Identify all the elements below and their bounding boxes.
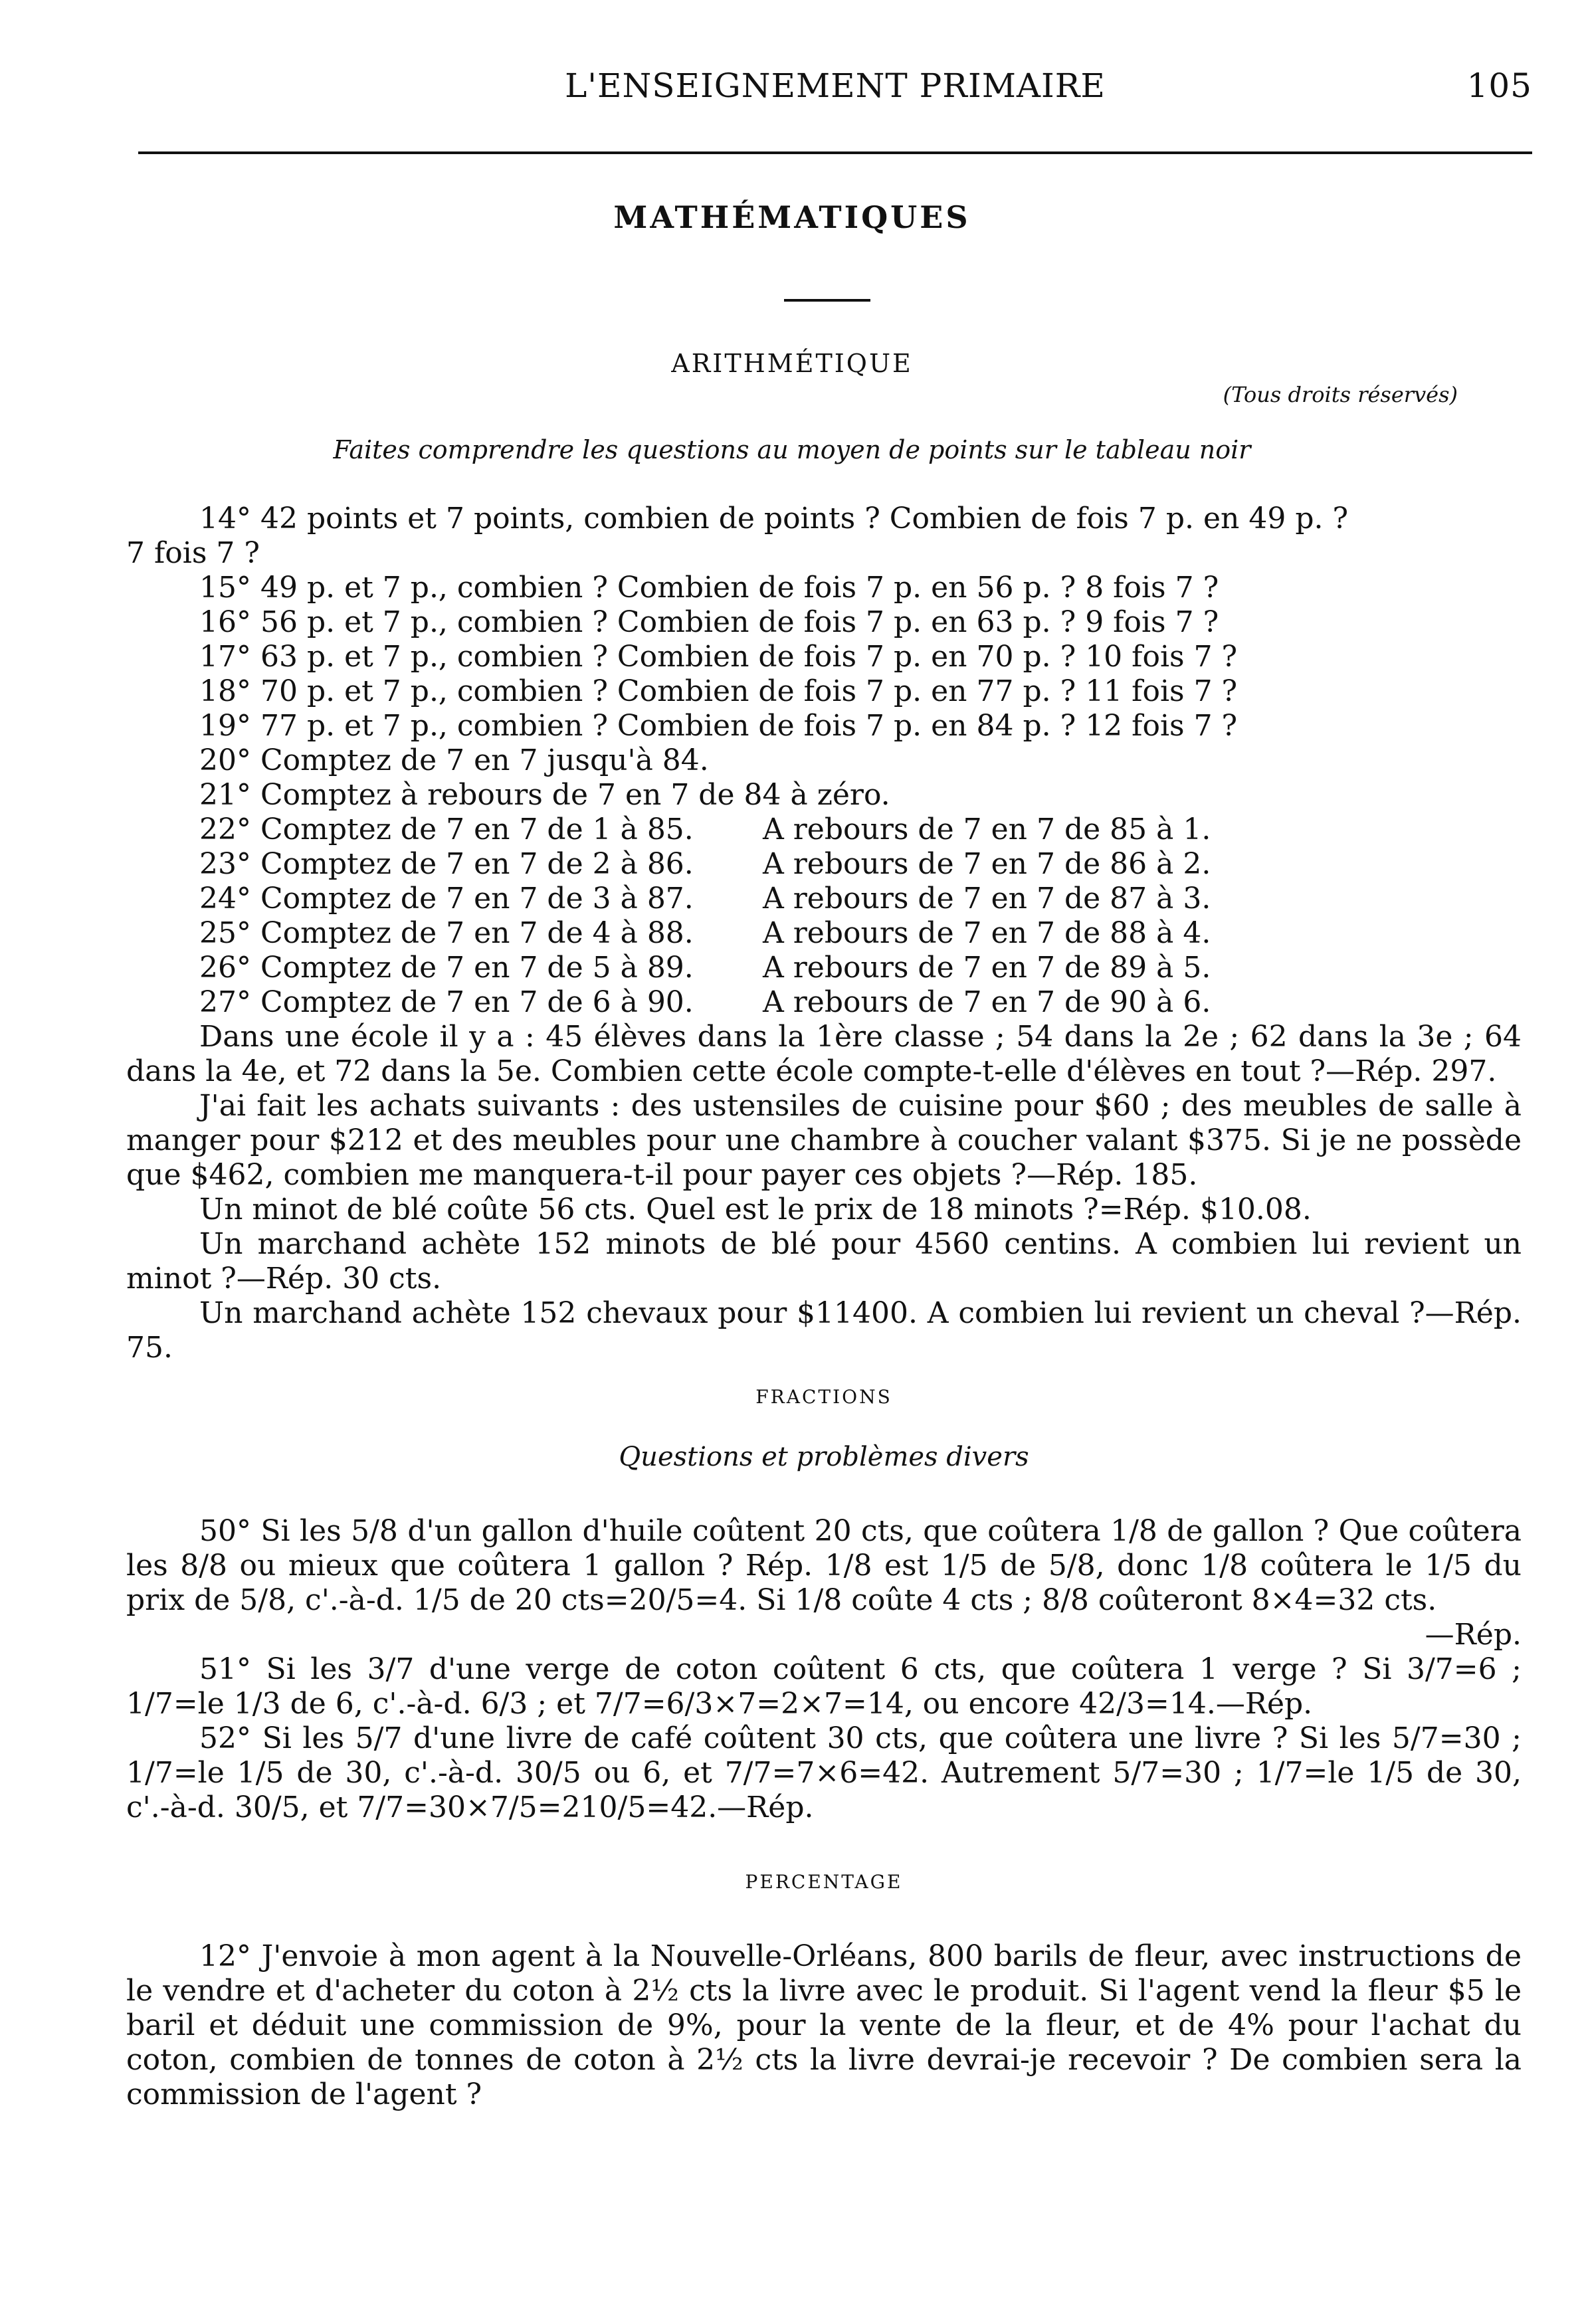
counting-forward: 22° Comptez de 7 en 7 de 1 à 85. <box>199 813 694 846</box>
fraction-problem-50: 50° Si les 5/8 d'un gallon d'huile coûtent 20 cts, que coûtera 1/8 de gallon ? Que coûtera les 8/8 ou mieux que coûtera 1 gallon ? Rép. 1/8 est 1/5 de 5/8, donc 1/8 coûtera le 1/5 du prix de 5/8, c'.-à-d. 1/5 de 20 cts=20/5=4. Si 1/8 coûte 4 cts ; 8/8 coûteront 8×4=32 cts. <box>126 1514 1522 1617</box>
header-rule <box>138 151 1532 154</box>
counting-line <box>126 813 1522 847</box>
drill-line: 17° 63 p. et 7 p., combien ? Combien de fois 7 p. en 70 p. ? 10 fois 7 ? <box>199 640 1238 674</box>
problem-purchases: J'ai fait les achats suivants : des ustensiles de cuisine pour $60 ; des meubles de salle à manger pour $212 et des meubles pour une chambre à coucher valant $375. Si je ne possède que $462, combien me manquera-t-il pour payer ces objets ?—Rép. 185. <box>126 1089 1522 1192</box>
problem-merchant-wheat: Un marchand achète 152 minots de blé pour 4560 centins. A combien lui revient un minot ?—Rép. 30 cts. <box>126 1227 1522 1296</box>
counting-backward: A rebours de 7 en 7 de 86 à 2. <box>763 847 1211 881</box>
counting-backward: A rebours de 7 en 7 de 89 à 5. <box>763 951 1211 985</box>
drill-line: 16° 56 p. et 7 p., combien ? Combien de fois 7 p. en 63 p. ? 9 fois 7 ? <box>199 605 1219 639</box>
instruction-line: Faites comprendre les questions au moyen de points sur le tableau noir <box>333 435 1251 464</box>
counting-backward: A rebours de 7 en 7 de 90 à 6. <box>763 985 1211 1019</box>
counting-backward: A rebours de 7 en 7 de 88 à 4. <box>763 916 1211 950</box>
counting-forward: 24° Comptez de 7 en 7 de 3 à 87. <box>199 882 694 916</box>
problem-school: Dans une école il y a : 45 élèves dans la 1ère classe ; 54 dans la 2e ; 62 dans la 3e ; 64 dans la 4e, et 72 dans la 5e. Combien cette école compte-t-elle d'élèves en tout ?—Rép. 297. <box>126 1020 1522 1088</box>
counting-forward: 26° Comptez de 7 en 7 de 5 à 89. <box>199 951 694 985</box>
counting-backward: A rebours de 7 en 7 de 87 à 3. <box>763 882 1211 916</box>
counting-line <box>126 951 1522 985</box>
rights-notice: (Tous droits réservés) <box>1223 382 1458 407</box>
counting-line <box>126 847 1522 882</box>
percentage-heading: PERCENTAGE <box>745 1871 903 1893</box>
counting-forward: 27° Comptez de 7 en 7 de 6 à 90. <box>199 985 694 1019</box>
problem-merchant-horses: Un marchand achète 152 chevaux pour $11400. A combien lui revient un cheval ?—Rép. 75. <box>126 1296 1522 1365</box>
running-title: L'ENSEIGNEMENT PRIMAIRE <box>565 66 1106 105</box>
drill-line: 21° Comptez à rebours de 7 en 7 de 84 à zéro. <box>199 778 890 812</box>
counting-line <box>126 985 1522 1020</box>
counting-line <box>126 882 1522 916</box>
running-head <box>138 66 1532 120</box>
drill-line: 7 fois 7 ? <box>126 536 260 570</box>
arithmetic-heading: ARITHMÉTIQUE <box>671 349 913 378</box>
fractions-heading: FRACTIONS <box>755 1386 892 1408</box>
page-number: 105 <box>1466 66 1532 105</box>
title-divider <box>784 299 870 302</box>
main-text <box>126 502 1522 2112</box>
drill-line: 14° 42 points et 7 points, combien de points ? Combien de fois 7 p. en 49 p. ? <box>199 502 1349 535</box>
fraction-problem-51: 51° Si les 3/7 d'une verge de coton coûtent 6 cts, que coûtera 1 verge ? Si 3/7=6 ; 1/7=le 1/3 de 6, c'.-à-d. 6/3 ; et 7/7=6/3×7=2×7=14, ou encore 42/3=14.—Rép. <box>126 1652 1522 1721</box>
problem-wheat-price: Un minot de blé coûte 56 cts. Quel est le prix de 18 minots ?=Rép. $10.08. <box>199 1193 1312 1226</box>
drill-line: 19° 77 p. et 7 p., combien ? Combien de fois 7 p. en 84 p. ? 12 fois 7 ? <box>199 709 1238 743</box>
fraction-problem-52: 52° Si les 5/7 d'une livre de café coûtent 30 cts, que coûtera une livre ? Si les 5/7=30 ; 1/7=le 1/5 de 30, c'.-à-d. 30/5 ou 6, et 7/7=7×6=42. Autrement 5/7=30 ; 1/7=le 1/5 de 30, c'.-à-d. 30/5, et 7/7=30×7/5=210/5=42.—Rép. <box>126 1721 1522 1824</box>
section-title: MATHÉMATIQUES <box>613 199 971 235</box>
percentage-problem-12: 12° J'envoie à mon agent à la Nouvelle-Orléans, 800 barils de fleur, avec instructions de le vendre et d'acheter du coton à 2½ cts la livre avec le produit. Si l'agent vend la fleur $5 le baril et déduit une commission de 9%, pour la vente de la fleur, et de 4% pour l'achat du coton, combien de tonnes de coton à 2½ cts la livre devrai-je recevoir ? De combien sera la commission de l'agent ? <box>126 1939 1522 2111</box>
fraction-answer-50: —Rép. <box>1425 1618 1522 1652</box>
counting-line <box>126 916 1522 951</box>
drill-line: 18° 70 p. et 7 p., combien ? Combien de fois 7 p. en 77 p. ? 11 fois 7 ? <box>199 674 1238 708</box>
fractions-subheading: Questions et problèmes divers <box>619 1442 1029 1472</box>
counting-forward: 23° Comptez de 7 en 7 de 2 à 86. <box>199 847 694 881</box>
drill-line: 20° Comptez de 7 en 7 jusqu'à 84. <box>199 743 709 777</box>
counting-backward: A rebours de 7 en 7 de 85 à 1. <box>763 813 1211 846</box>
drill-line: 15° 49 p. et 7 p., combien ? Combien de fois 7 p. en 56 p. ? 8 fois 7 ? <box>199 571 1219 605</box>
counting-forward: 25° Comptez de 7 en 7 de 4 à 88. <box>199 916 694 950</box>
